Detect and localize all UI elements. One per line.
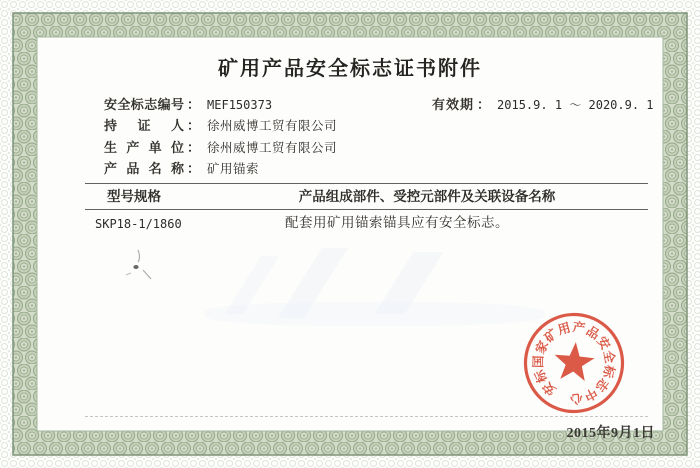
colon: ： [187,160,201,176]
svg-text:标: 标 [532,367,550,385]
validity-label: 有效期 [432,97,475,112]
manufacturer-value: 徐州威博工贸有限公司 [207,140,338,155]
fields-section [104,94,337,179]
field-row-validity [432,94,654,115]
svg-text:标: 标 [600,363,617,380]
svg-text:用: 用 [556,320,573,338]
cert-no-value: MEF150373 [207,98,273,112]
svg-text:产: 产 [571,320,587,336]
watermark-band [205,302,545,326]
cert-no-label: 安全标志编号 [104,97,184,112]
colon: ： [187,118,201,134]
svg-text:安: 安 [539,379,559,398]
official-seal [513,302,635,424]
table-row-model: SKP18-1/1860 [95,217,182,231]
field-row-manufacturer [104,137,337,158]
svg-text:中: 中 [581,385,600,404]
holder-label: 持证人 [104,118,184,134]
seal-group [523,312,625,414]
svg-text:矿: 矿 [541,326,561,346]
table-top-rule [85,183,648,184]
red-star-icon [553,340,596,381]
colon: ： [477,97,491,112]
table-header-components: 产品组成部件、受控元部件及关联设备名称 [298,189,556,204]
manufacturer-label: 生产单位 [104,139,184,155]
svg-text:心: 心 [569,390,584,406]
field-row-cert-no [104,94,337,115]
validity-value: 2015.9. 1 ～ 2020.9. 1 [497,98,654,112]
svg-text:品: 品 [583,323,602,343]
field-row-product [104,158,337,179]
product-name-value: 矿用锚索 [207,161,260,176]
product-name-label: 产品名称 [104,160,184,176]
certificate-title: 矿用产品安全标志证书附件 [218,58,482,80]
svg-text:志: 志 [592,375,612,395]
ink-smudge-mark [116,244,166,294]
svg-text:全: 全 [600,349,617,365]
field-row-holder [104,115,337,136]
svg-text:国: 国 [531,355,546,369]
table-header-rule [85,209,648,210]
colon: ： [187,139,201,155]
table-row-description: 配套用矿用锚索锚具应有安全标志。 [285,215,509,230]
issue-date: 2015年9月1日 [566,426,655,441]
svg-text:家: 家 [533,338,552,357]
holder-value: 徐州威博工贸有限公司 [207,119,338,134]
svg-text:安: 安 [594,334,613,353]
table-header-model: 型号规格 [107,189,161,204]
perforation-dotted-line [85,416,648,417]
colon: ： [187,97,201,112]
